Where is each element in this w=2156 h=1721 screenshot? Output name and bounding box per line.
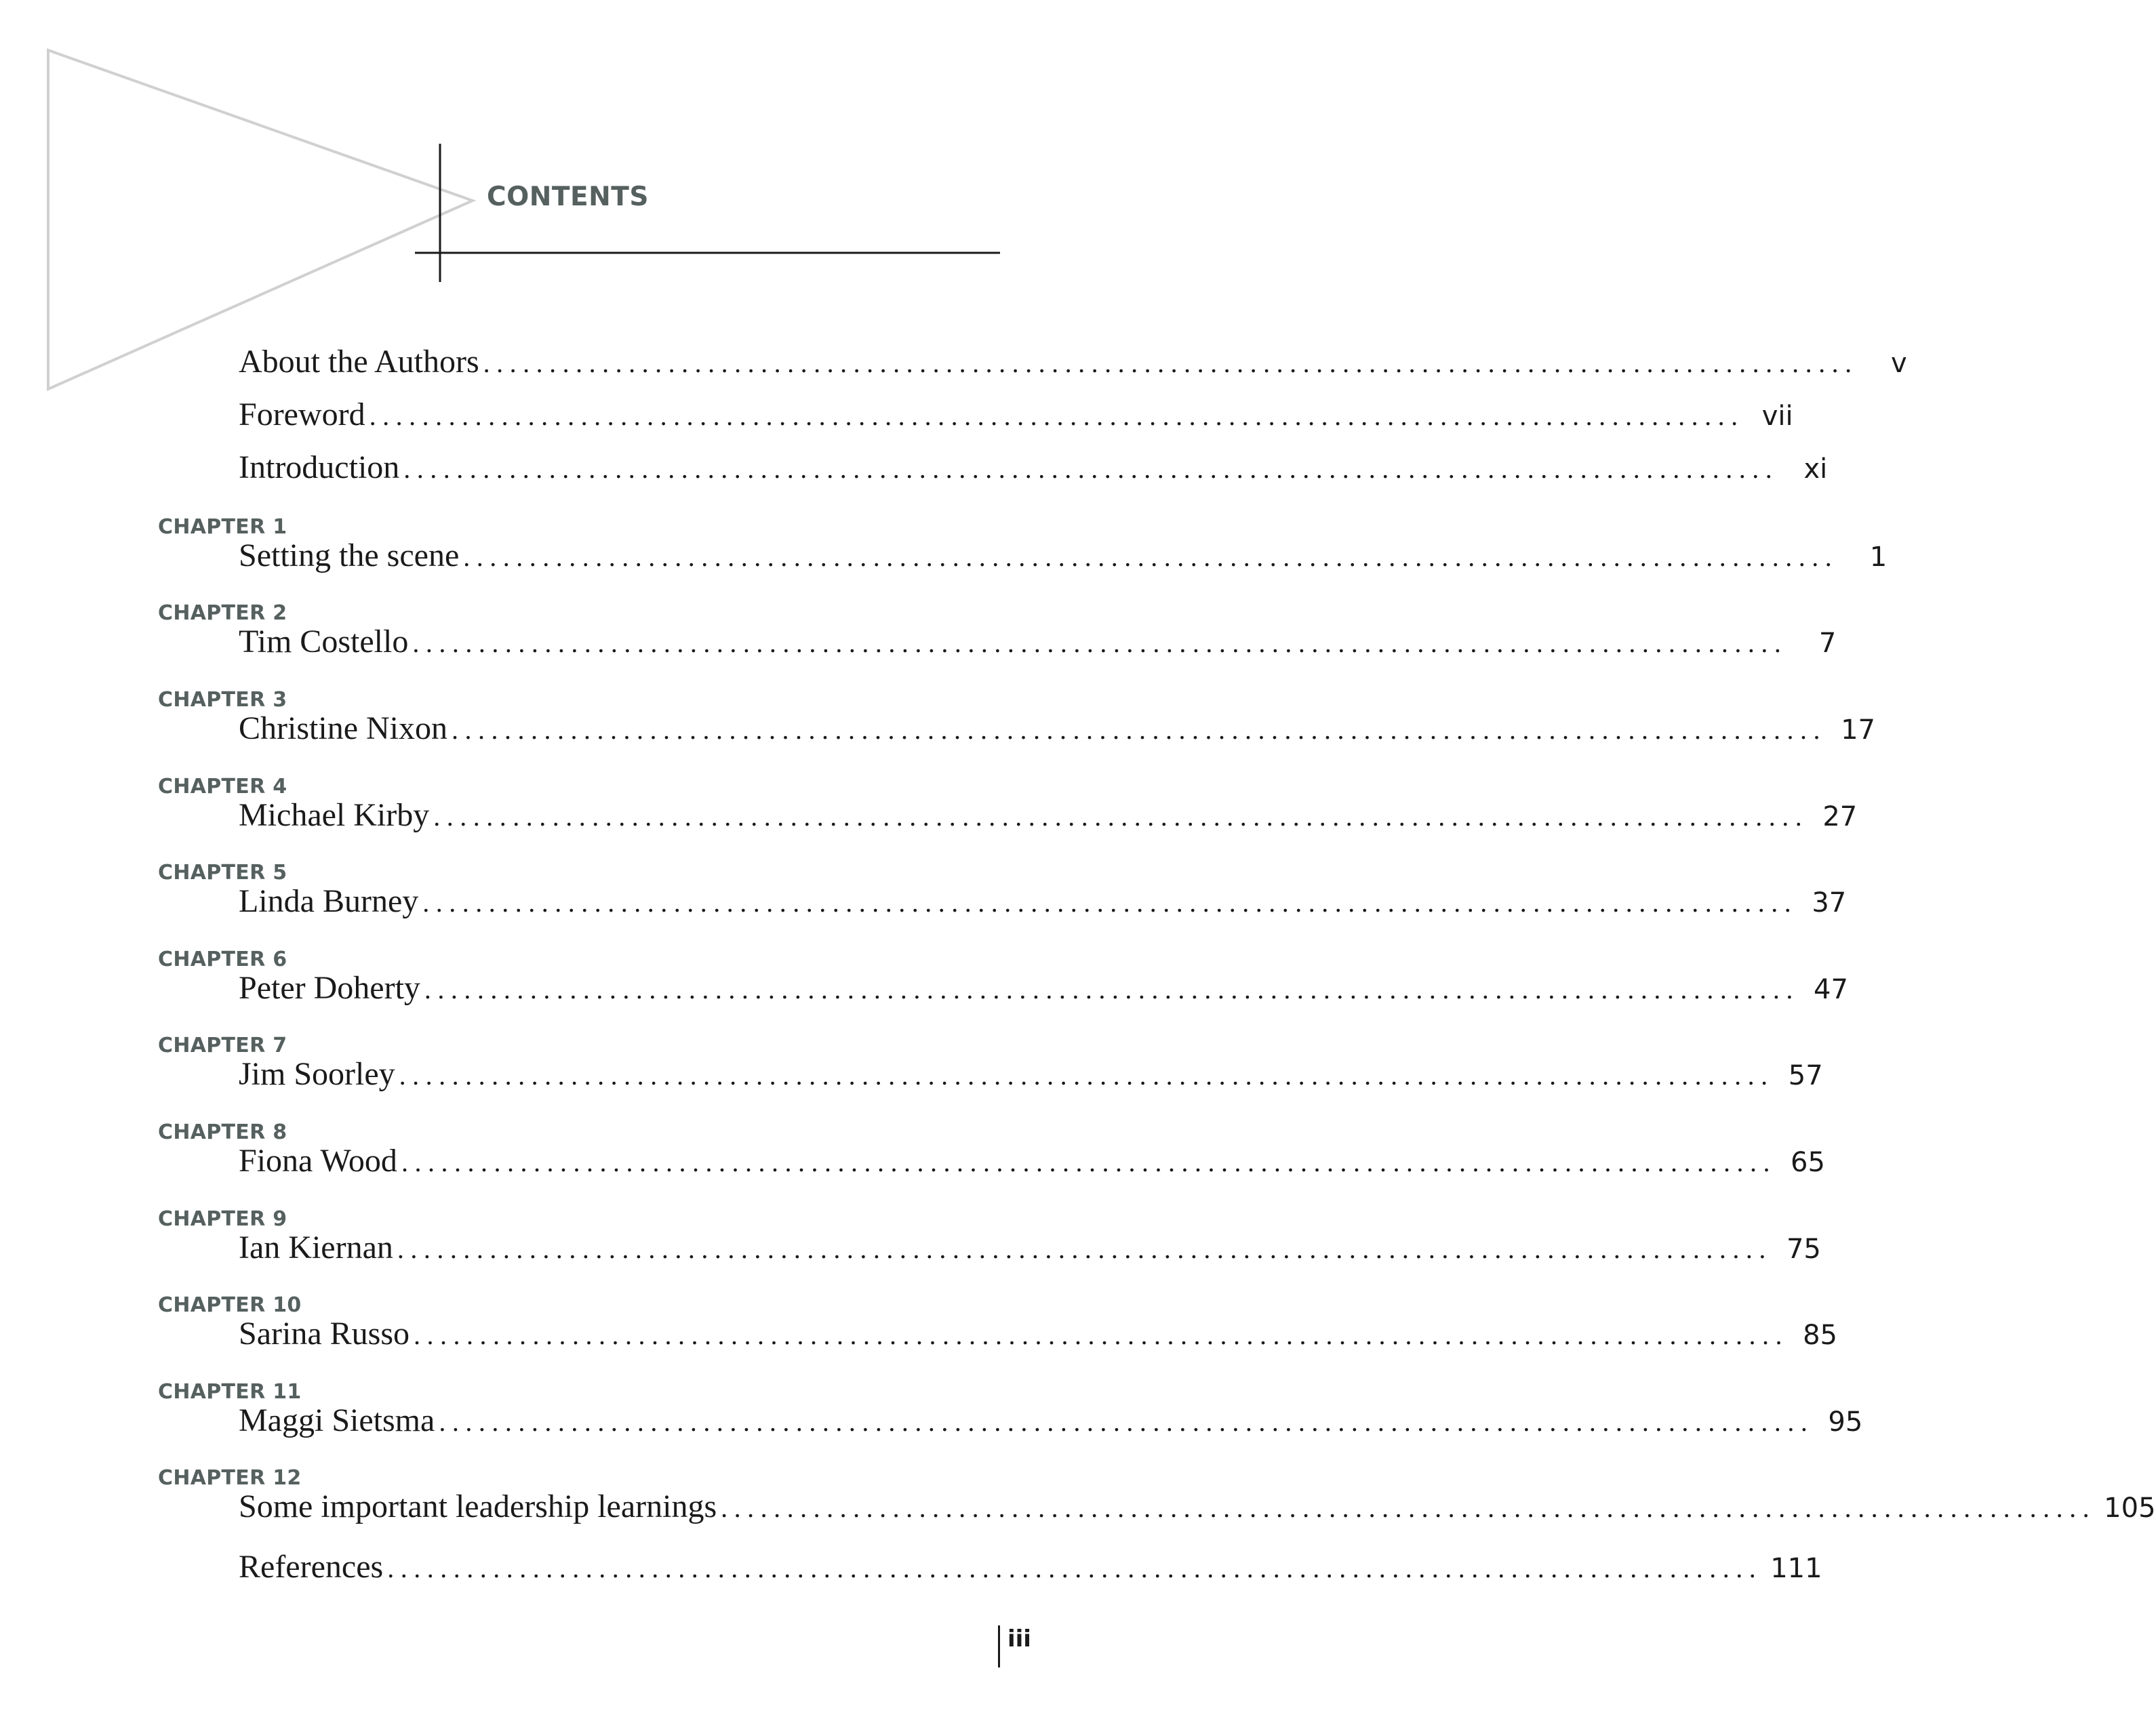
chapter-label: CHAPTER 3 [158, 688, 287, 712]
dot-leader: ........................................................................................................ [463, 542, 1839, 572]
toc-entry-page: 37 [1812, 887, 1847, 918]
toc-entry-page: 75 [1786, 1234, 1821, 1265]
dot-leader: ........................................................................................................ [412, 628, 1788, 658]
toc-entry-page: 1 [1869, 542, 1888, 573]
toc-entry-page: 7 [1818, 628, 1837, 659]
toc-entry-title: Jim Soorley [239, 1056, 395, 1092]
dot-leader: ........................................................................................................ [403, 453, 1779, 484]
toc-entry-title: Michael Kirby [239, 797, 430, 833]
toc-entry-chapter-11[interactable] [239, 1402, 1863, 1449]
toc-entry-title: Ian Kiernan [239, 1230, 393, 1266]
toc-entry-chapter-2[interactable] [239, 623, 1837, 670]
toc-entry-chapter-5[interactable] [239, 883, 1847, 930]
chapter-label: CHAPTER 11 [158, 1380, 302, 1404]
toc-entry-title: References [239, 1549, 384, 1585]
toc-entry-title: Tim Costello [239, 624, 409, 660]
toc-entry-about-authors[interactable] [239, 343, 1907, 390]
chapter-label: CHAPTER 2 [158, 601, 287, 625]
chapter-label: CHAPTER 6 [158, 948, 287, 971]
toc-entry-foreword[interactable] [239, 396, 1793, 443]
dot-leader: ........................................................................................................ [439, 1406, 1814, 1437]
dot-leader: ........................................................................................................ [721, 1493, 2096, 1523]
toc-entry-page: 105 [2104, 1493, 2156, 1524]
toc-entry-chapter-4[interactable] [239, 796, 1858, 844]
toc-entry-page: 65 [1791, 1147, 1825, 1178]
dot-leader: ........................................................................................................ [369, 401, 1744, 431]
page-number: iii [1007, 1625, 1031, 1653]
toc-entry-title: Foreword [239, 397, 365, 432]
folio-rule [998, 1625, 1000, 1667]
toc-entry-title: Fiona Wood [239, 1143, 397, 1179]
dot-leader: ........................................................................................................ [387, 1553, 1763, 1583]
toc-entry-title: Introduction [239, 449, 400, 485]
toc-entry-page: 27 [1822, 801, 1858, 832]
toc-entry-page: 47 [1814, 974, 1848, 1005]
chapter-label: CHAPTER 5 [158, 861, 287, 885]
toc-entry-title: Linda Burney [239, 883, 419, 919]
chapter-label: CHAPTER 10 [158, 1293, 302, 1317]
toc-entry-chapter-3[interactable] [239, 710, 1875, 757]
chapter-label: CHAPTER 4 [158, 775, 287, 798]
toc-entry-title: Setting the scene [239, 538, 460, 573]
toc-entry-references[interactable] [239, 1548, 1822, 1596]
toc-entry-chapter-10[interactable] [239, 1315, 1837, 1362]
dot-leader: ........................................................................................................ [424, 974, 1799, 1005]
toc-entry-title: Maggi Sietsma [239, 1402, 435, 1438]
contents-heading: CONTENTS [487, 182, 649, 212]
toc-entry-page: 17 [1841, 714, 1875, 746]
toc-entry-title: Some important leadership learnings [239, 1489, 717, 1524]
toc-entry-chapter-7[interactable] [239, 1055, 1823, 1103]
dot-leader: ........................................................................................................ [422, 887, 1798, 918]
dot-leader: ........................................................................................................ [401, 1147, 1776, 1177]
dot-leader: ........................................................................................................ [397, 1234, 1772, 1264]
dot-leader: ........................................................................................................ [452, 714, 1826, 745]
toc-entry-page: vii [1761, 401, 1793, 432]
toc-entry-page: xi [1803, 453, 1828, 485]
dot-leader: ........................................................................................................ [414, 1320, 1789, 1350]
toc-entry-title: Christine Nixon [239, 710, 447, 746]
chapter-label: CHAPTER 12 [158, 1466, 302, 1490]
toc-entry-page: v [1890, 348, 1907, 379]
dot-leader: ........................................................................................................ [399, 1060, 1774, 1091]
dot-leader: ........................................................................................................ [433, 801, 1809, 832]
toc-entry-page: 85 [1803, 1320, 1837, 1351]
toc-entry-title: Sarina Russo [239, 1316, 410, 1352]
toc-entry-chapter-1[interactable] [239, 537, 1888, 584]
toc-entry-chapter-6[interactable] [239, 969, 1848, 1017]
toc-entry-title: About the Authors [239, 344, 479, 380]
chapter-label: CHAPTER 1 [158, 515, 287, 539]
toc-entry-introduction[interactable] [239, 449, 1828, 496]
toc-entry-chapter-9[interactable] [239, 1229, 1821, 1276]
dot-leader: ........................................................................................................ [483, 348, 1858, 378]
toc-entry-title: Peter Doherty [239, 970, 420, 1006]
toc-entry-page: 95 [1828, 1406, 1863, 1438]
chapter-label: CHAPTER 8 [158, 1120, 287, 1144]
chapter-label: CHAPTER 7 [158, 1034, 287, 1057]
toc-entry-chapter-12[interactable] [239, 1488, 2156, 1535]
toc-entry-chapter-8[interactable] [239, 1142, 1825, 1190]
chapter-label: CHAPTER 9 [158, 1207, 287, 1231]
toc-entry-page: 57 [1788, 1060, 1823, 1091]
toc-entry-page: 111 [1770, 1553, 1822, 1584]
